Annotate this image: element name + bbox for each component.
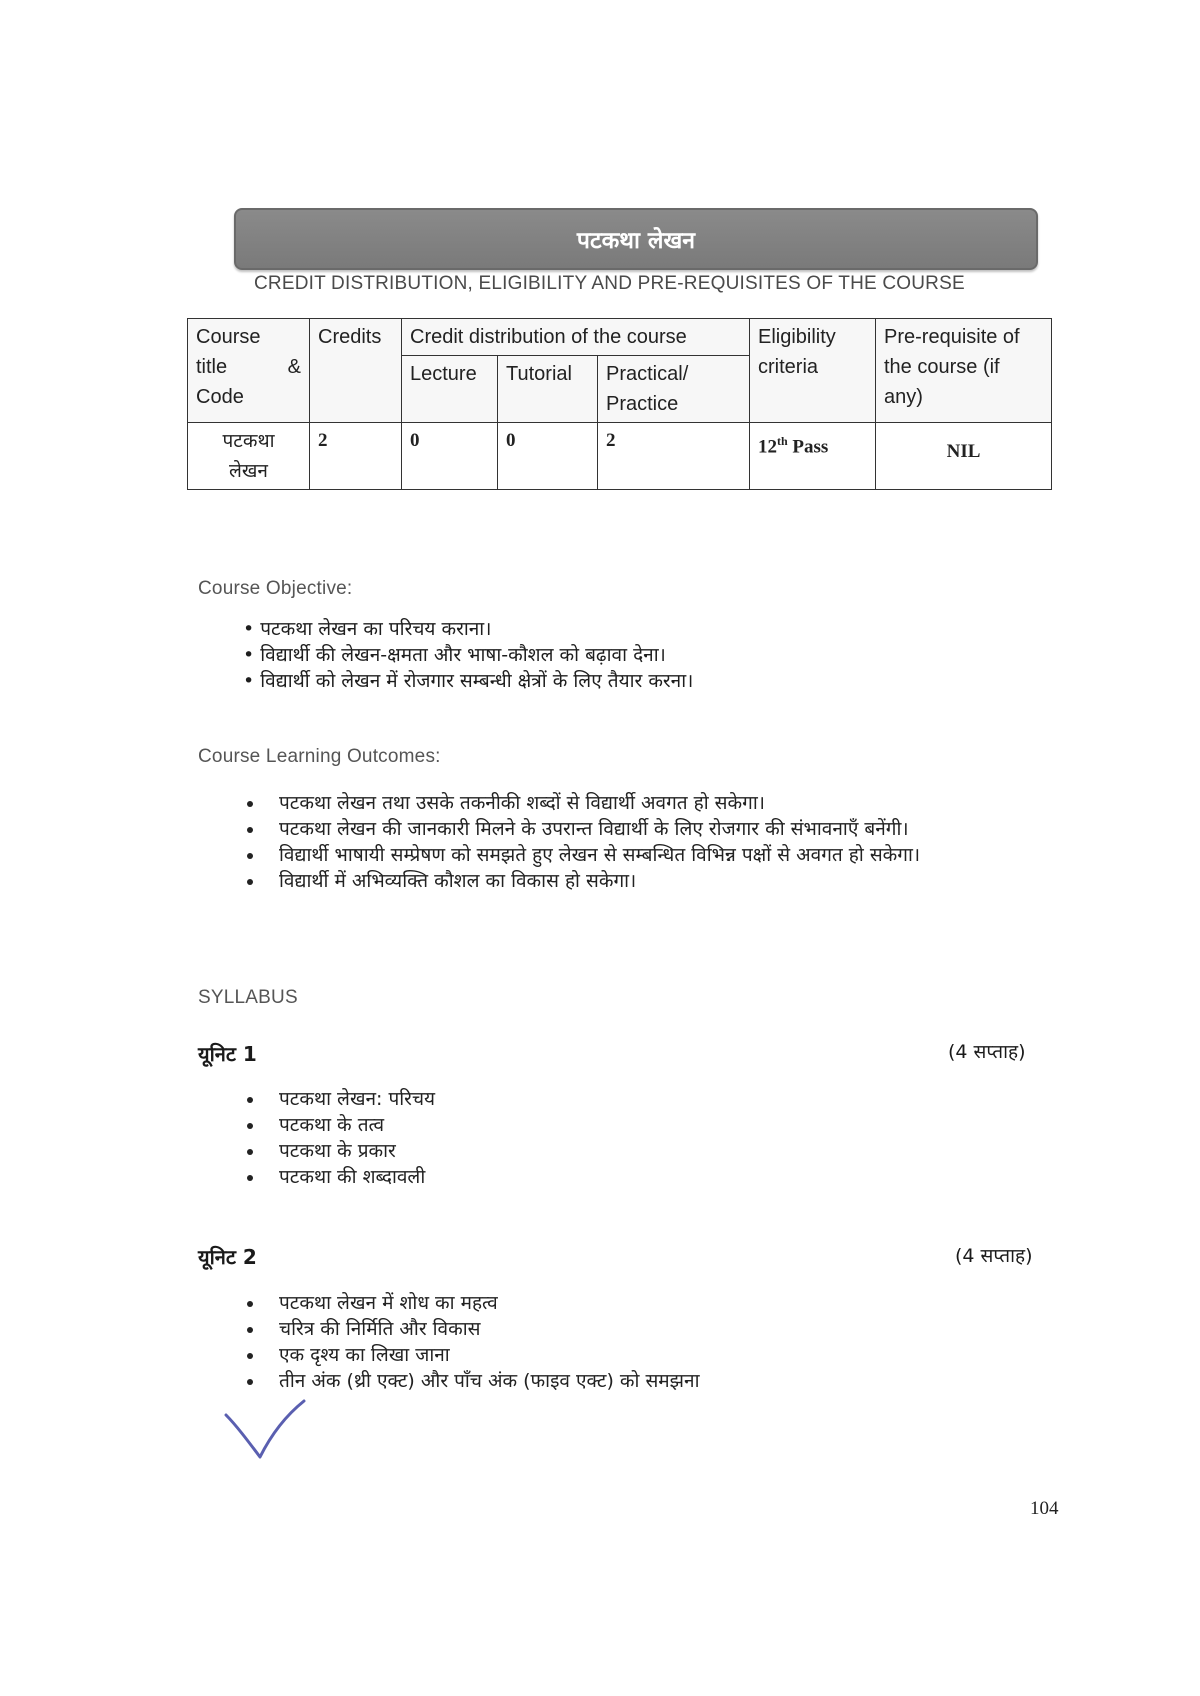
list-item: • पटकथा लेखन का परिचय कराना। — [243, 616, 693, 642]
list-item: विद्यार्थी में अभिव्यक्ति कौशल का विकास हो सकेगा। — [243, 868, 1033, 894]
list-item: पटकथा के तत्व — [243, 1112, 1003, 1138]
header-prerequisite: Pre-requisite of the course (if any) — [876, 319, 1052, 423]
list-item: पटकथा के प्रकार — [243, 1138, 1003, 1164]
learning-outcomes-label: Course Learning Outcomes: — [198, 746, 441, 767]
list-item: • विद्यार्थी को लेखन में रोजगार सम्बन्धी क्षेत्रों के लिए तैयार करना। — [243, 668, 693, 694]
unit-1-duration: (4 सप्ताह) — [948, 1041, 1026, 1063]
header-course-title: Course title & Code — [188, 319, 310, 423]
list-item: पटकथा लेखन तथा उसके तकनीकी शब्दों से विद्यार्थी अवगत हो सकेगा। — [243, 790, 1033, 816]
list-item: एक दृश्य का लिखा जाना — [243, 1342, 1023, 1368]
page-number: 104 — [1030, 1498, 1059, 1519]
credit-distribution-table — [187, 318, 1052, 490]
header-credits: Credits — [310, 319, 402, 423]
learning-outcomes-list — [243, 790, 1033, 894]
header-practical: Practical/ Practice — [598, 356, 750, 423]
cell-prerequisite: NIL — [876, 423, 1052, 490]
cell-lecture: 0 — [402, 423, 498, 490]
table-row — [188, 423, 1052, 490]
syllabus-label: SYLLABUS — [198, 987, 298, 1008]
table-header-row — [188, 319, 1052, 356]
unit-1-title: यूनिट 1 — [198, 1042, 257, 1066]
cell-credits: 2 — [310, 423, 402, 490]
list-item: विद्यार्थी भाषायी सम्प्रेषण को समझते हुए लेखन से सम्बन्धित विभिन्न पक्षों से अवगत हो सकेगा। — [243, 842, 1033, 868]
unit-2-topics — [243, 1290, 1023, 1394]
header-eligibility: Eligibility criteria — [750, 319, 876, 423]
unit-1-topics — [243, 1086, 1003, 1190]
unit-2-duration: (4 सप्ताह) — [955, 1245, 1033, 1267]
header-lecture: Lecture — [402, 356, 498, 423]
handwritten-check-mark-icon — [222, 1395, 312, 1465]
list-item: • विद्यार्थी की लेखन-क्षमता और भाषा-कौशल को बढ़ावा देना। — [243, 642, 693, 668]
list-item: पटकथा की शब्दावली — [243, 1164, 1003, 1190]
course-objective-label: Course Objective: — [198, 578, 353, 599]
course-title: पटकथा लेखन — [576, 228, 696, 254]
cell-course-title: पटकथा लेखन — [188, 423, 310, 490]
header-tutorial: Tutorial — [498, 356, 598, 423]
course-objective-list — [243, 616, 693, 694]
credit-distribution-heading: CREDIT DISTRIBUTION, ELIGIBILITY AND PRE-REQUISITES OF THE COURSE — [254, 273, 965, 294]
unit-2-title: यूनिट 2 — [198, 1245, 257, 1269]
list-item: तीन अंक (थ्री एक्ट) और पाँच अंक (फाइव एक्ट) को समझना — [243, 1368, 1023, 1394]
course-title-banner — [234, 208, 1038, 270]
list-item: पटकथा लेखन की जानकारी मिलने के उपरान्त विद्यार्थी के लिए रोजगार की संभावनाएँ बनेंगी। — [243, 816, 1033, 842]
cell-practical: 2 — [598, 423, 750, 490]
header-credit-distribution: Credit distribution of the course — [402, 319, 750, 356]
list-item: पटकथा लेखन: परिचय — [243, 1086, 1003, 1112]
cell-tutorial: 0 — [498, 423, 598, 490]
cell-eligibility: 12th Pass — [750, 423, 876, 490]
list-item: पटकथा लेखन में शोध का महत्व — [243, 1290, 1023, 1316]
list-item: चरित्र की निर्मिति और विकास — [243, 1316, 1023, 1342]
